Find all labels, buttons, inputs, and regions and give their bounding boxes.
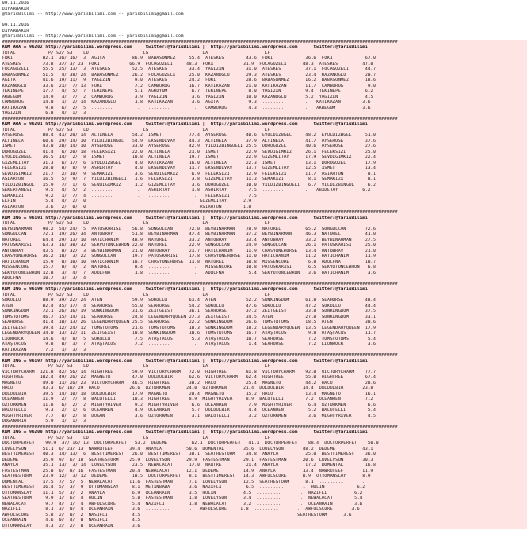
table-row: ASIARTUN 16.5 5/ 9/ 7 YILDIZBINGELI 1.6 FELEKSIZI 3.8 GIZEMLITAY 11.3 SEMAKIZI 8.1 SEMAKIZI 8.1 [2, 177, 527, 183]
table-row: TOMSTOTOMS 46.7 15/ 14/ 11 SEAHORSE 24.8 LEGENDARYQUEEN 27.3 ZEITGEIST 34.5 ATEN 27.8 SUNKINGDOM 33.1 [2, 315, 527, 321]
race-title: KUM ING = 96200 http://yarisbilimi.wordpress.com twitter:@YarisBilimi | http://yarisbilimi.wordpress.com twitter:@YarisBilimi [2, 430, 527, 436]
race-column-headers: TOTAL P/ S2/ S3 LD LS LA LF [2, 436, 527, 442]
table-row: DOCTORPERFET 99.9 37/ 16/ 13 DOCTORPERFET 53.2 DEDEME 62.1 DOCTORPERFET 41.1 DOCTORPERFET 88.4 DOCTORPERFET 50.0 [2, 441, 527, 447]
table-row: NATUREL 64.4 29/ 13/ 10 HATICHANIM 48.9 NATUREL 33.2 ANTOBRAY 33.4 ANTOBRAY 33.2 BEYBINARMAN 27.5 [2, 238, 527, 244]
table-row: ZEITGEIST 39.4 12/ 24/ 12 TOMSTOTOMS 21.6 TOMSTOTOMS 18.3 SUNKINGDOM 18.2 LEGENDARYQUEEN 13.5 LEGENDARYQUEEN 17.9 [2, 326, 527, 332]
table-row: SOKOLLU 88.9 39/ 22/ 24 ATEN 59.9 SOKOLLU 61.4 ATEN 52.2 SUNKINGDOM 61.8 SEAHORSE 48.4 [2, 298, 527, 304]
table-row: CHASYONEHORSE 36.2 10/ 3/ 22 SONGULCAN 19.7 PATUSKARISI 17.8 CHASYONEHORSE 11.0 HATICHANIM 11.2 HATICHANIM 11.9 [2, 254, 527, 260]
table-row: BABASONMEZ 51.5 4/ 38/ 24 BABASONMEZ 26.2 FOCAGUZELI 25.0 KAZANOGLU 29.3 ATESKES 23.4 KAZANOGLU 20.7 [2, 73, 527, 79]
table-row: LIONROCK 14.6 4/ 8/ 5 SOKOLLU 7.5 ATAŞTACUS 5.3 ATAŞTACUS 10.7 SEAHORSE 7.2 TOMSTOTOMS 5.4 [2, 337, 527, 343]
race-title: KUM ING = 96191 http://yarisbilimi.wordpress.com twitter:@YarisBilimi | http://yarisbilimi.wordpress.com twitter:@YarisBilimi [2, 216, 527, 222]
separator-line: ################################################################################################################################################## [2, 425, 527, 431]
table-row: DOMENTAL 17.5 7/ 5/ 5 NEWALACAT 11.6 FASTESTMAN 7.1 LOVELYSUN 12.5 SEATHESTORM 8.1 ......... . [2, 480, 527, 486]
table-row: ELFIN 5.4 4/ 2/ 0 GIZEMLITAY 2.9 [2, 199, 527, 205]
table-row: LOVELYSUN 51.1 6/ 23/ 13 NAWRUTEEF 39.4 ANAYLA 50.6 DOMENTAL 35.6 LOVELYSUN 48.2 DEDEME 43.1 [2, 447, 527, 453]
table-row: DOGANARIA 5.9 1/ 1/ 3 [2, 419, 527, 425]
table-row: SEVDIGIMKIZ 21.7 2/ 10/ 9 SEMAKIZI 3.6 SEVDIGIMKIZ 6.9 FELEKSIZI 12.9 FELEKSIZI 11.7 ASIARTUN 8.1 [2, 172, 527, 178]
table-row: NAZIFLI 8.1 3/ 0/ 4 OCEANRAIN 3.6 ......... . AWFULSCORE 1.8 ......... . AWFULSCORE 3.6 [2, 507, 527, 513]
race-block [2, 210, 527, 282]
table-row: SUNKINGDOM 72.1 26/ 16/ 19 SUNKINGDOM 31.6 ZEITGEIST 36.1 SEAHORSE 37.2 ZEITGEIST 33.8 SUNKINGDOM 37.5 [2, 309, 527, 315]
table-row: SEATHESTORM 9.9 1/ 6/ 4 HULIN 5.8 FASTESTMAN 1.8 LOVELYSUN 3.4 ......... . NEWALACAT 5.4 [2, 496, 527, 502]
table-row: ASIARTUN 3.6 2/ 0/ 0 ASIARTUN 1.8 [2, 205, 527, 211]
race-title: KUM ARA = 96201 http://yarisbilimi.wordpress.com twitter:@YarisBilimi | http://yarisbilimi.wordpress.com twitter:@YarisBilimi [2, 122, 527, 128]
table-row: FOCAGUZELI 55.5 25/ 13/ 3 ATESKES 52.5 ATESKES 33.4 YAGIZIN 31.0 ATESKES 37.1 FOCAGUZELI 44.7 [2, 67, 527, 73]
table-row: CAMBURUG 14.0 1/ 2/ 14 KAZANOGLU 1.8 KATIKAZAN 3.6 AGITA 9.3 ........ . KATIKAZAN 3.6 [2, 100, 527, 106]
table-row: ISMET 43.0 20/ 14/ 10 AYSEROSE 33.0 AYSEROSE 42.9 YILDIZBINGUELI 25.5 DOROGUZEL 40.6 AYSEROSE 27.6 [2, 144, 527, 150]
table-row: DEDEME 35.9 9/ 6/ 18 SEATHESTORM 25.9 LOVELYSUN 29.9 FASTESTMAN 29.1 FASTESTMAN 20.6 LOVELYSUN 30.3 [2, 458, 527, 464]
separator-line: ################################################################################################################################################## [2, 117, 527, 123]
header-contact-repeat: @YarisBilimi -- http://www.yarisbilimi.com -- yarisbilimi@gmail.com [2, 34, 184, 39]
table-row: SEKERTANESI 9.5 4/ 5/ 2 ........ . ASHIRTAY 1.8 ASHIRTAY 7.5 ........ . ABIDETAY 6.2 [2, 188, 527, 194]
table-row: NEWALACAT 9.7 4/ 1/ 4 AWFULSCORE 5.4 NAZIFLI 1.8 NEWALACAT 3.2 ......... . OCEANRAIN 3.6 [2, 502, 527, 508]
race-column-headers: TOTAL P/ S2/ S3 LD LS LA LF [2, 293, 527, 299]
table-row: HATICHANIM 15.9 0/ 10/ 10 HATICHANIM 10.7 CHASYONEHORSE 11.8 NATUREL 10.8 MISSENCORE 6.8 ADOLFNA 10.7 [2, 260, 527, 266]
table-row: FELEKSIZI 28.0 8/ 8/ 9 ASHIRTAY 4.0 EKSENDIVAY 11.7 EKSENDIVAY 13.7 GIZEMLITAY 12.5 ISMET 13.4 [2, 166, 527, 172]
table-row: FASTESTMAN 25.0 6/ 8/ 16 FASTESTMAN 20.4 NEWALACAT 12.1 DEDEME 14.9 ANAYLA 13.4 NAWRUTEEF 11.9 [2, 469, 527, 475]
table-row: KAZANOGLU 33.6 21/ 7/ 13 FOKI 7.2 CAMBURUG 16.7 KATIKAZAN 21.0 KATIKAZAN 11.7 CAMBURUG 9.0 [2, 84, 527, 90]
race-title: KUM ARA = 96202 http://yarisbilimi.wordpress.com twitter:@YarisBilimi | http://yarisbilimi.wordpress.com twitter:@YarisBilimi [2, 45, 527, 51]
race-column-headers: TOTAL P/ S2/ S3 LD LS LA LF [2, 128, 527, 134]
separator-line: ################################################################################################################################################## [2, 210, 527, 216]
table-row: OTTOMANSLAY 11.1 5/ 3/ 2 ANAYLA 6.9 OCEANRAIN 3.5 HULIN 4.5 ......... . NAZIFLI 6.2 [2, 491, 527, 497]
table-row: AYSEROSE 88.4 41/ 20/ 14 ALTINELA 54.2 ISMET 77.4 AYSEROSE 40.6 EYULDIZBGEL 48.2 EYULDIZBGEL 51.0 [2, 133, 527, 139]
table-row: SEAHORSE 41.4 10/ 13/ 26 LEGENDARYQUEEN 25.5 SEAHORSE 22.2 SUNKINGDOM 26.6 TOMSTOTOMS 18.5 ATEN 30.6 [2, 320, 527, 326]
table-row: KATIKAZAN 9.8 6/ 2/ 5 ........ . ........ . CAMBURUG 4.3 ........ . AKBEGUM 3.6 [2, 106, 527, 112]
table-row: SEATHESTORM 23.9 12/ 3/ 12 DEDEME 18.5 DOCTORPERFET 8.1 BESTTIMEREST 14.3 AWFULSCORE 8.9 OTTOMANSLAY 8.9 [2, 474, 527, 480]
race-block [2, 282, 527, 354]
race-title: KUM ING = 96197 http://yarisbilimi.wordpress.com twitter:@YarisBilimi | http://yarisbilimi.wordpress.com twitter:@YarisBilimi [2, 359, 527, 365]
table-row: YAGIZIN 6.8 4/ 1/ 3 [2, 111, 527, 117]
table-row: ALTINELA 60.6 29/ 14/ 10 YILDIZBINGUL 54.9 EKSENDIVAY 44.3 ALTINELA 37.9 ALTINELA 41.7 AYSEROSE 37.6 [2, 139, 527, 145]
table-row: SONGULCAN 72.1 19/ 26/ 34 ANTOBRAY 51.8 BEYBINARMAN 47.4 BEYBINARMAN 37.2 BEYBINARMAN 46.3 NATUREL 41.0 [2, 232, 527, 238]
table-row: OTTOMANSLAY 4.3 2/ 2/ 0 OCEANRAIN 3.6 [2, 524, 527, 530]
table-row: DULDULBIR 39.5 14/ 10/ 18 DULDULBIR 17.9 MAGNETO 20.4 MAGNETO 15.2 HACO 13.4 MAGNETO 16.1 [2, 392, 527, 398]
table-row: BALOTELLI 9.3 2/ 1/ 6 OCEANREN 4.9 OCEANREN 5.7 DULDULBIR 4.4 OCEANREN 5.2 BALOTELLI 5.4 [2, 408, 527, 414]
table-row: MIGHTYRIVER 7.7 0/ 2/ 8 DOGAN 3.6 OZTURKMEN 3.1 BALOTELLI 3.2 OZTURKMEN 3.6 MIGHTYRIVER 4.5 [2, 414, 527, 420]
table-row: DOROGUZEL 41.4 6/ 20/ 18 FELEKSIZI 22.0 ALTINELA 21.0 ISMET 22.9 SEVDIGIMKIZ 26.1 FELEKSIZI 25.0 [2, 150, 527, 156]
race-title: KUM ING = 96199 http://yarisbilimi.wordpress.com twitter:@YarisBilimi | http://yarisbilimi.wordpress.com twitter:@YarisBilimi [2, 287, 527, 293]
separator-line: ################################################################################################################################################## [2, 40, 527, 46]
race-block [2, 117, 527, 211]
table-row: MAGNETO 49.0 11/ 26/ 23 VICTORYCHARM 46.5 HIGHTREE 38.2 HACO 25.4 MAGNETO 44.2 HACO 28.6 [2, 381, 527, 387]
table-row: TEKINEPE 17.7 4/ 5/ 7 TEKINEPE 5.1 AGKUYUM 6.7 TEKINEPE 8.0 YAGIZIN 9.4 TEKINEPE 6.2 [2, 89, 527, 95]
table-row: LEGENDARYQUEEN 34.0 13/ 12/ 11 ZEITGEIST 10.8 SUNKINGDOM 10.6 TOMSTOTOMS 16.7 ATAŞTACUS 9.8 ATAŞTACUS 11.7 [2, 331, 527, 337]
table-row: HACO 43.3 6/ 18/ 29 HACO 26.6 OZTURKMEN 24.0 OZTURKMEN 21.4 DULDULBIR 14.4 DULDULBIR 23.8 [2, 386, 527, 392]
header-site-name-repeat: DIYARBAKIR [2, 28, 30, 34]
header-contact: @YarisBilimi -- http://www.yarisbilimi.com -- yarisbilimi@gmail.com [2, 12, 184, 17]
table-row: PATUSKARISI 63.3 16/ 30/ 32 SEKYUTONCEBRON 22.0 NATUREL 22.9 SONGULCAN 24.9 SONGULCAN 26.1 PATUSKARISI 25.0 [2, 243, 527, 249]
table-row: KATIKAZAN 7.2 1/ 3/ 3 [2, 348, 527, 354]
table-row: AKBEGUM 14.9 3/ 7/ 2 CAMBURUG 3.9 YAGIZIN 3.6 YAGIZIN 10.0 KAZANOGLU 5.2 YAGIZIN 4.5 [2, 95, 527, 101]
table-row: BESTTIMEREST 40.3 14/ 13/ 6 BESTTIMEREST 26.0 BESTTIMEREST 38.1 SEATHESTORM 34.8 ANAYLA 25.0 BESTTIMEREST 36.0 [2, 452, 527, 458]
table-row: ANAYLA 35.1 13/ 3/ 14 LOVELYSUN 23.5 NEWALACAT 17.0 NAUTRE 21.4 ANAYLA 17.2 DOMENTAL 16.8 [2, 463, 527, 469]
table-row: MISSENCORE 15.7 8/ 4/ 2 NATUREL 8.4 ........ . MISSENCORE 10.8 PATUSKARISI 6.5 SEKYUTONCEBRON 6.8 [2, 265, 527, 271]
race-column-headers: TOTAL P/ S2/ S3 LD LS LA LF [2, 364, 527, 370]
table-row: GIZEMLITAY 31.3 6/ 17/ 6 EYULDIZBGEL 4.0 KATIKAZAN 16.0 ALTINELA 22.3 ISMET 13.1 DOROGUZEL 17.9 [2, 161, 527, 167]
separator-line: ################################################################################################################################################## [2, 282, 527, 288]
table-row: YILDIZBINGUL 15.9 7/ 1/ 6 SEVDIGIMKIZ 1.2 GIZEMLITAY 3.6 DOROGUZEL 10.0 YILDIZBINGUELI 6.7 YILDIZBINGUL 6.2 [2, 183, 527, 189]
table-row: BESTTIMEREST 16.4 5/ 3/ 9 OTTOMANSLAY 8.1 METINBABA 3.6 NAZIFLI 6.5 ......... . HULIN 6.2 [2, 485, 527, 491]
table-row: SEMAKIZI 9.2 1/ 7/ 4 ........ . ........ . FELEKSIZI 7.5 [2, 194, 527, 200]
table-row: AGITA 41.6 19/ 11/ 9 YAGIZIN 9.0 ATESKES 24.2 FOKI 28.6 BABASONMEZ 16.2 BABASONMEZ 18.6 [2, 78, 527, 84]
race-column-headers: TOTAL P/ S2/ S3 LD LS LA LF [2, 51, 527, 57]
race-block [2, 425, 527, 530]
table-row: FOKI 82.1 36/ 16/ 3 AGITA 86.9 BABASONMEZ 55.4 ATESKES 43.6 FOKI 36.6 FOKI 67.0 [2, 56, 527, 62]
table-row: ATAŞTACUS 9.8 0/ 3/ 7 ATAŞTACUS 7.2 ........ . ATAŞTACUS 1.4 SEAHORSE 7.2 LIONROCK 3.6 [2, 342, 527, 348]
table-row: ATEN 82.4 45/ 17/ 4 SEAHORSE 55.0 SEAHORSE 54.2 SOKOLLU 47.6 SOKOLLU 47.2 SOKOLLU 44.4 [2, 304, 527, 310]
table-row: ANTOBRAY 43.5 8/ 32/ 3 BEYBINARMAN 21.0 ANTOBRAY 21.7 HATICHANIM 11.9 CHASYONEHORSE 13.4 ANTOBRAY 21.0 [2, 249, 527, 255]
race-block [2, 40, 527, 117]
table-row: OCEANREN 11.9 2/ 7/ 8 BALOTELLI 10.3 HIGHTREE 8.9 MIGHTYRIVER 8.9 BALOTELLI 7.2 OCEANREN 7.2 [2, 397, 527, 403]
table-row: ADOLFNA 10.7 3/ 3/ 4 [2, 276, 527, 282]
race-tables [2, 40, 527, 530]
table-row: EYULDIZBGEL 36.5 14/ 2/ 8 ISMET 10.8 ALTINELA 19.7 ISMET 22.9 GIZEMLITAY 17.9 SEVDIGIMKIZ 22.4 [2, 155, 527, 161]
header-site-name: DIYARBAKIR [2, 6, 30, 12]
table-row: HIGHTREE 102.4 49/ 26/ 22 MAGNETO 47.0 DULDULBIR 62.6 VICTORYCHARM 62.4 HIGHTREE 55.0 HIGHTREE 67.4 [2, 375, 527, 381]
race-block [2, 353, 527, 425]
table-row: SEKYUTONCEBRON 12.8 3/ 4/ 7 ADOLFNA 1.8 ........ . ADOLFNA 5.4 SEKYUTONCEBRON 3.6 HATICHANIM 3.6 [2, 271, 527, 277]
race-column-headers: TOTAL P/ S2/ S3 LD LS LA LF [2, 221, 527, 227]
table-row: OZTURKMEN 11.8 6/ 2/ 2 MIGHTYRIVER 9.2 MIGHTYRIVER 6.6 OCEANREN 7.9 MIGHTYRIVER 6.4 OZTURKMEN 6.6 [2, 403, 527, 409]
table-row: ATESKES 73.8 37/ 3/ 23 FOKI 66.9 FOCAGUZELI 48.3 FOKI 31.9 FOCAGUZELI 48.3 ATESKES 47.0 [2, 62, 527, 68]
table-row: AWFULSCORE 5.8 2/ 0/ 2 NASIFLI 4.5 SEATHESTORM 3.6 [2, 513, 527, 519]
header-date: 09.11.2016 [2, 1, 30, 6]
table-row: VICTORYCHARM 121.8 42/ 56/ 14 HIGHTREE 59.9 VICTORYCHARM 72.0 HIGHTREE 81.8 VICTORYCHARM 92.0 VICTORYCHARM 77.7 [2, 370, 527, 376]
table-row: BEYBINARMAN 90.2 54/ 24/ 5 PATUSKARISI 56.8 SONGULCAN 72.0 BEYBINARMAN 78.9 NATUREL 65.2 SONGULCAN 72.6 [2, 227, 527, 233]
separator-line: ################################################################################################################################################## [2, 353, 527, 359]
header-date-repeat: 09.11.2016 [2, 23, 30, 28]
table-row: OCEANRAIN 4.6 0/ 4/ 0 NASIFLI 4.5 [2, 518, 527, 524]
